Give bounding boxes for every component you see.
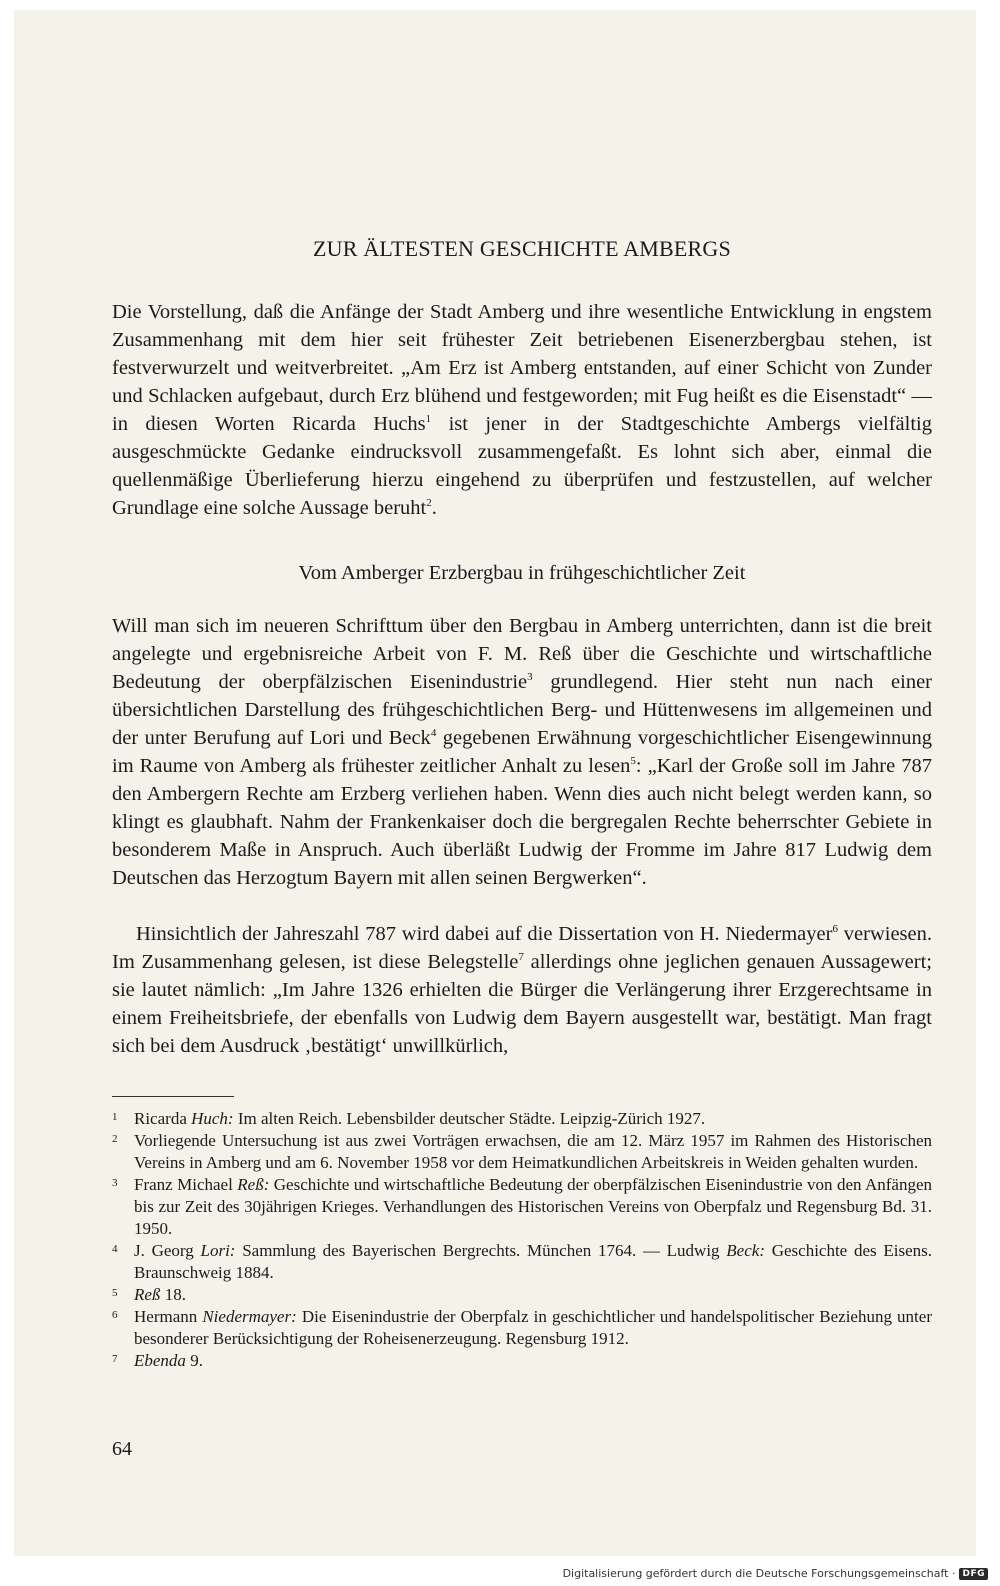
book-page [14,10,976,1556]
footnote-item [112,1130,932,1174]
footnote-text: Sammlung des Bayerischen Bergrechts. München 1764. — Ludwig [235,1241,727,1260]
footnote-item [112,1240,932,1284]
paragraph-section-2-text-3: allerdings ohne jeglichen genauen Aussagewert; sie lautet nämlich: „Im Jahre 1326 erhielten die Bürger die Verlängerung ihrer Erzgerechtsame in einem Freiheitsbriefe, der ebenfalls von Ludwig dem Bayern ausgestellt war, bestätigt. Man fragt sich bei dem Ausdruck ‚bestätigt‘ unwillkürlich, [112,951,932,1057]
footnote-number: 6 [112,1309,118,1321]
footnote-author-name: Niedermayer: [202,1307,297,1326]
footnote-item [112,1306,932,1350]
footnote-ref-3[interactable]: 3 [527,671,533,684]
footnote-number: 3 [112,1177,118,1189]
footnote-author: Franz Michael [134,1175,238,1194]
footnote-author: Hermann [134,1307,203,1326]
footnote-ref-7[interactable]: 7 [518,951,524,964]
footnote-item [112,1350,932,1372]
paragraph-section-2 [112,920,932,1060]
footnote-item [112,1174,932,1240]
chapter-title: ZUR ÄLTESTEN GESCHICHTE AMBERGS [313,236,731,261]
footnote-ref-2[interactable]: 2 [426,497,432,510]
footnote-text: Geschichte und wirtschaftliche Bedeutung der oberpfälzischen Eisenindustrie von den Anfängen bis zur Zeit des 30jährigen Krieges. Verhandlungen des Historischen Vereins von Oberpfalz und Regensburg Bd. 31. 1950. [134,1175,933,1238]
footnote-text-2: Geschichte des Eisens. Braunschweig 1884. [134,1241,932,1282]
section-subtitle: Vom Amberger Erzbergbau in frühgeschichtlicher Zeit [298,562,746,584]
footnote-divider [112,1096,234,1097]
footnote-text: 9. [185,1351,203,1370]
footnote-ref-5[interactable]: 5 [630,755,636,768]
paragraph-section-2-text-2: verwiesen. Im Zusammenhang gelesen, ist diese Belegstelle [112,923,932,973]
footnote-number: 5 [112,1287,118,1299]
footnote-text: Die Eisenindustrie der Oberpfalz in geschichtlicher und handelspolitischer Beziehung unter besonderer Berücksichtigung der Roheisenerzeugung. Regensburg 1912. [134,1307,932,1348]
digitization-credit-text: Digitalisierung gefördert durch die Deutsche Forschungsgemeinschaft · [562,1567,956,1580]
footnote-ref-1[interactable]: 1 [425,413,432,426]
footnote-author-name: Ebenda [134,1351,186,1370]
footnote-author-name: Huch: [191,1109,234,1128]
footnote-item [112,1108,932,1130]
footnote-number: 4 [112,1243,118,1255]
paragraph-section-1-text-2: grundlegend. Hier steht nun nach einer übersichtlichen Darstellung des frühgeschichtlichen Berg- und Hüttenwesens im allgemeinen und der unter Berufung auf Lori und Beck [112,671,933,749]
paragraph-intro-text-1: Die Vorstellung, daß die Anfänge der Stadt Amberg und ihre wesentliche Entwicklung in engstem Zusammenhang mit dem hier seit frühester Zeit betriebenen Eisenerzbergbau stehen, ist festverwurzelt und weitverbreitet. „Am Erz ist Amberg entstanden, auf einer Schicht von Zunder und Schlacken aufgebaut, durch Erz blühend und festgeworden; mit Fug heißt es die Eisenstadt“ — in diesen Worten Ricarda Huchs [112,301,932,435]
paragraph-section-2-text-1: Hinsichtlich der Jahreszahl 787 wird dabei auf die Dissertation von H. Niedermayer [136,923,833,945]
footnote-number: 7 [112,1353,118,1365]
footnote-author-name: Reß: [237,1175,270,1194]
page-number: 64 [112,1438,132,1460]
paragraph-intro-text-2: ist jener in der Stadtgeschichte Ambergs vielfältig ausgeschmückte Gedanke eindrucksvoll zusammengefaßt. Es lohnt sich aber, einmal die quellenmäßige Überlieferung hierzu eingehend zu überprüfen und festzustellen, auf welcher Grundlage eine solche Aussage beruht [112,413,932,519]
paragraph-intro-text-3: . [431,497,437,519]
footnote-author: Ricarda [134,1109,192,1128]
footnote-text: Im alten Reich. Lebensbilder deutscher Städte. Leipzig-Zürich 1927. [233,1109,706,1128]
footnote-list [112,1108,932,1372]
footnote-number: 2 [112,1133,118,1145]
footnote-author-name: Reß [134,1285,161,1304]
footnote-text: Vorliegende Untersuchung ist aus zwei Vorträgen erwachsen, die am 12. März 1957 im Rahmen des Historischen Vereins in Amberg und am 6. November 1958 vor dem Heimatkundlichen Arbeitskreis in Weiden gehalten wurden. [134,1131,932,1172]
footnote-text: 18. [160,1285,186,1304]
footnote-item [112,1284,932,1306]
footnote-author-name-2: Beck: [726,1241,765,1260]
footnote-number: 1 [112,1111,118,1123]
paragraph-section-1-text-3: gegebenen Erwähnung vorgeschichtlicher Eisengewinnung im Raume von Amberg als frühester zeitlicher Anhalt zu lesen [112,727,932,777]
footnote-author: J. Georg [134,1241,201,1260]
paragraph-section-1-text-1: Will man sich im neueren Schrifttum über den Bergbau in Amberg unterrichten, dann ist die breit angelegte und ergebnisreiche Arbeit von F. M. Reß über die Geschichte und wirtschaftliche Bedeutung der oberpfälzischen Eisenindustrie [112,615,932,693]
footnote-ref-4[interactable]: 4 [430,727,437,740]
dfg-logo-icon: DFG [959,1568,988,1580]
paragraph-section-1-text-4: : „Karl der Große soll im Jahre 787 den Ambergern Rechte am Erzberg verliehen haben. Wenn dies auch nicht belegt werden kann, so klingt es glaubhaft. Nahm der Frankenkaiser doch die bergregalen Rechte beherrschter Gebiete in besonderem Maße in Anspruch. Auch überläßt Ludwig der Fromme im Jahre 817 Ludwig dem Deutschen das Herzogtum Bayern mit allen seinen Bergwerken“. [112,755,932,889]
paragraph-section-1 [112,612,932,892]
footnote-author-name: Lori: [200,1241,236,1260]
paragraph-intro [112,298,932,522]
digitization-credit [563,1567,988,1580]
footnote-ref-6[interactable]: 6 [832,923,838,936]
